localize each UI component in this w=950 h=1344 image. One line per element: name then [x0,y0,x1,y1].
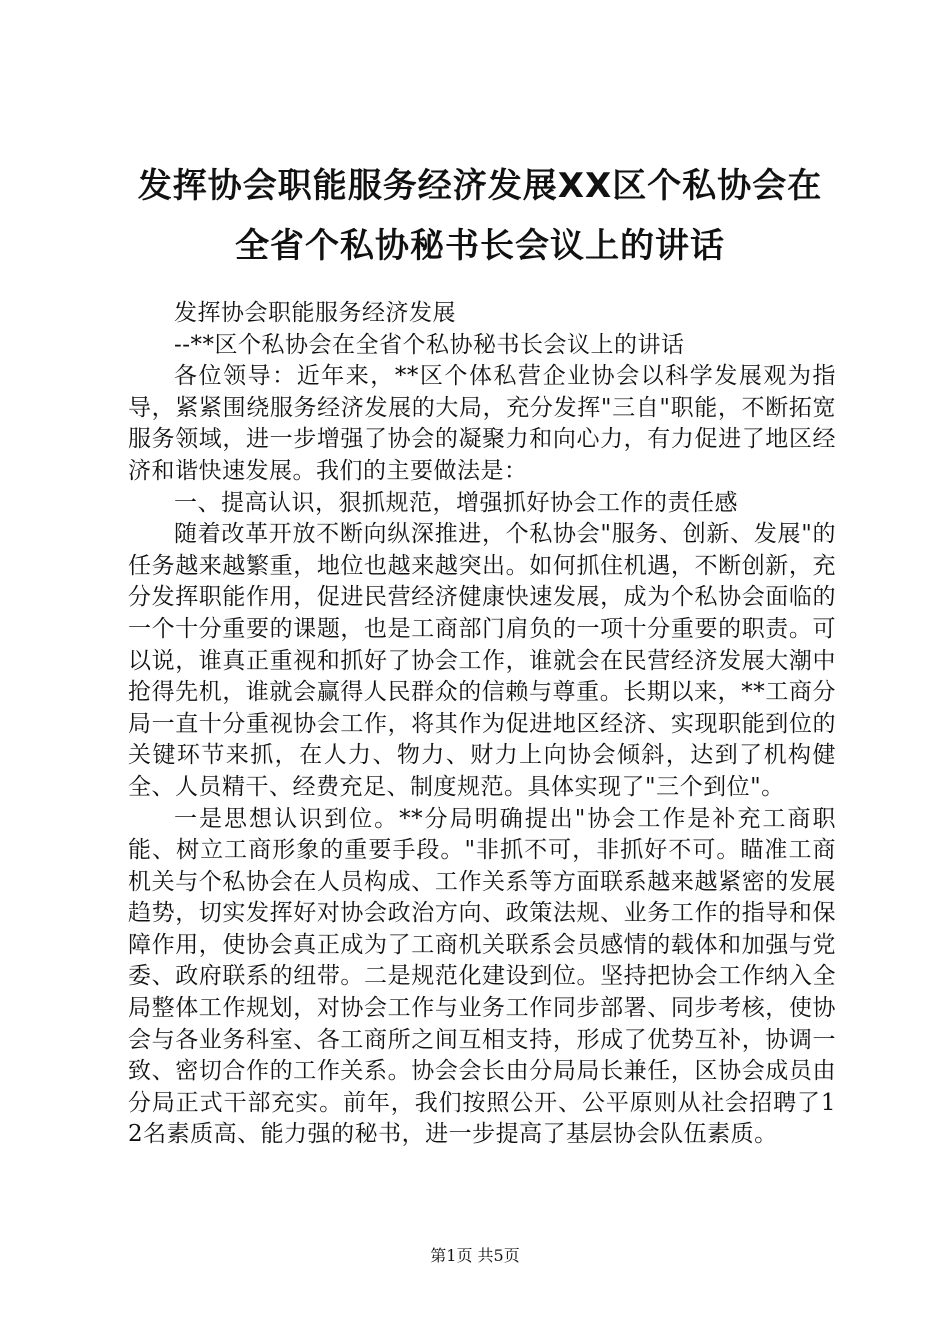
body-paragraph: 一是思想认识到位。**分局明确提出"协会工作是补充工商职能、树立工商形象的重要手段。"非抓不可，非抓好不可。瞄准工商机关与个私协会在人员构成、工作关系等方面联系越来越紧密的发展趋势，切实发挥好对协会政治方向、政策法规、业务工作的指导和保障作用，使协会真正成为了工商机关联系会员感情的载体和加强与党委、政府联系的纽带。二是规范化建设到位。坚持把协会工作纳入全局整体工作规划，对协会工作与业务工作同步部署、同步考核，使协会与各业务科室、各工商所之间互相支持，形成了优势互补，协调一致、密切合作的工作关系。协会会长由分局局长兼任，区协会成员由分局正式干部充实。前年，我们按照公开、公平原则从社会招聘了12名素质高、能力强的秘书，进一步提高了基层协会队伍素质。 [128,805,836,1148]
subtitle-paragraph: 发挥协会职能服务经济发展 [174,300,456,326]
document-body [128,298,836,1151]
document-title-line-1: 发挥协会职能服务经济发展XX区个私协会在 [137,166,823,206]
document-title-line-2: 全省个私协秘书长会议上的讲话 [235,226,725,266]
page-footer: 第1页 共5页 [430,1246,520,1265]
subtitle-byline-paragraph: --**区个私协会在全省个私协秘书长会议上的讲话 [174,331,685,358]
section-heading: 一、提高认识，狠抓规范，增强抓好协会工作的责任感 [174,489,738,516]
body-paragraph: 各位领导：近年来，**区个体私营企业协会以科学发展观为指导，紧紧围绕服务经济发展的大局，充分发挥"三自"职能，不断拓宽服务领域，进一步增强了协会的凝聚力和向心力，有力促进了地区经济和谐快速发展。我们的主要做法是： [128,363,836,484]
body-paragraph: 随着改革开放不断向纵深推进，个私协会"服务、创新、发展"的任务越来越繁重，地位也越来越突出。如何抓住机遇，不断创新，充分发挥职能作用，促进民营经济健康快速发展，成为个私协会面临的一个十分重要的课题，也是工商部门肩负的一项十分重要的职责。可以说，谁真正重视和抓好了协会工作，谁就会在民营经济发展大潮中抢得先机，谁就会赢得人民群众的信赖与尊重。长期以来，**工商分局一直十分重视协会工作，将其作为促进地区经济、实现职能到位的关键环节来抓，在人力、物力、财力上向协会倾斜，达到了机构健全、人员精干、经费充足、制度规范。具体实现了"三个到位"。 [128,521,836,800]
